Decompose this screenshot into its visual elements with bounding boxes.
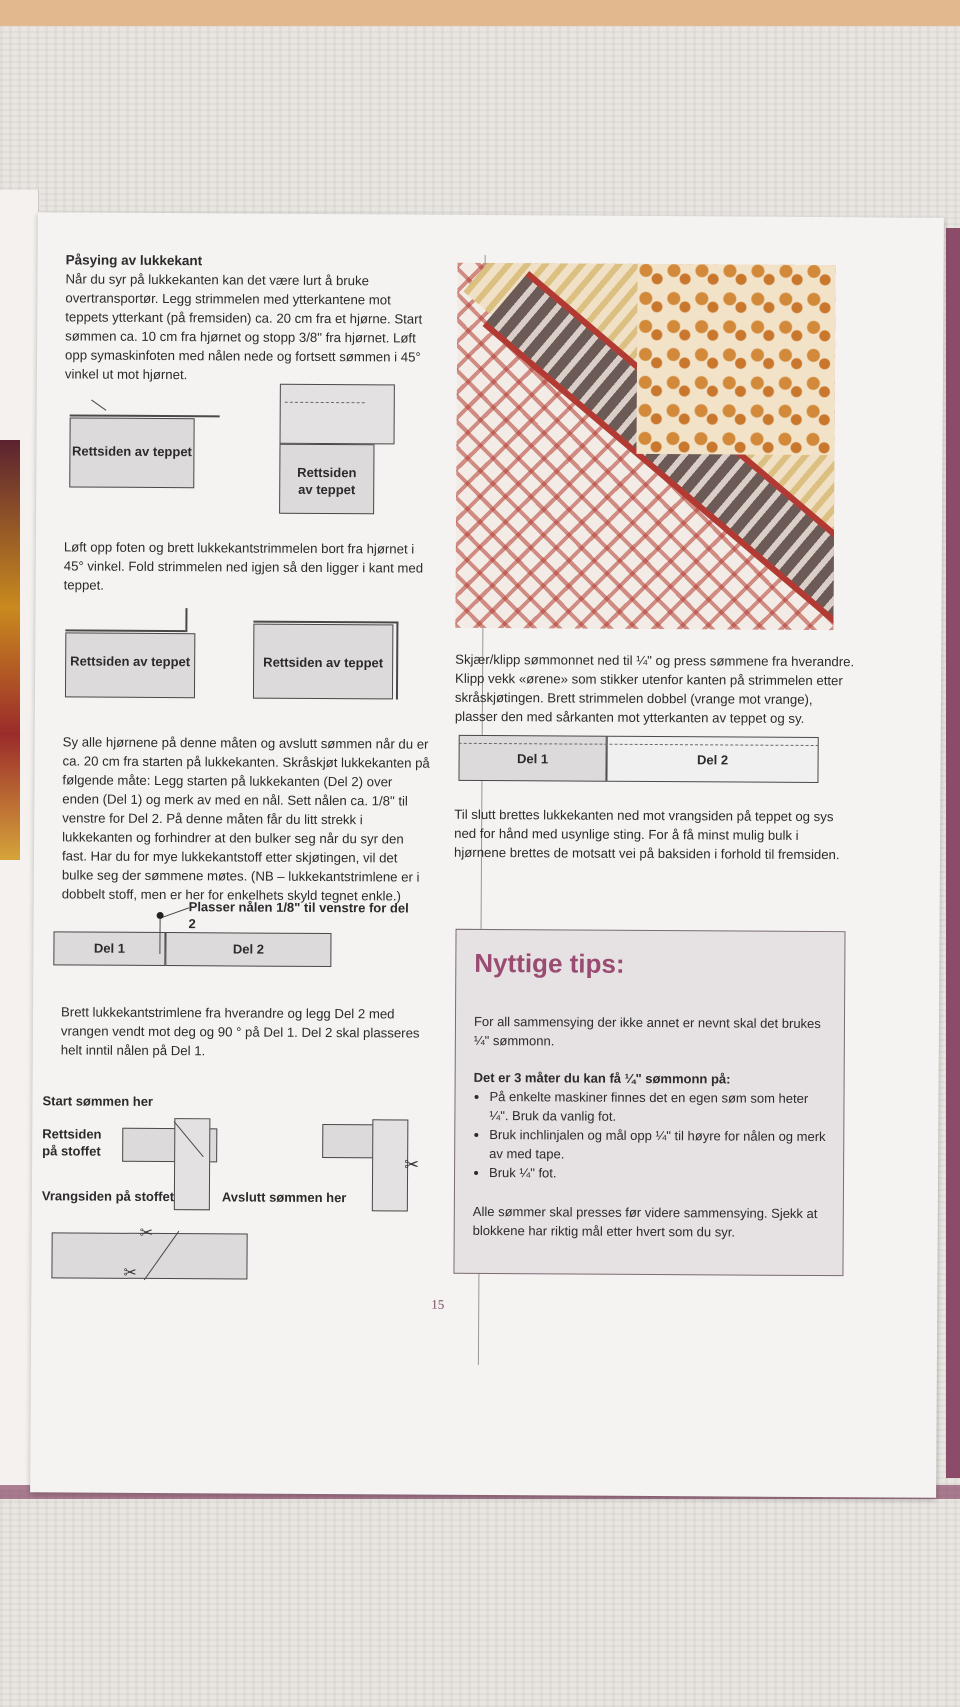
diagram-pin-placement	[53, 897, 433, 969]
diagram-bias-seam	[42, 1092, 443, 1224]
scissors-icon-bottom: ✂	[123, 1264, 137, 1282]
diagram-finished-strip	[51, 1222, 251, 1283]
label-del2: Del 2	[232, 941, 264, 957]
label-rettsiden-teppet-3: Rettsiden av teppet	[70, 653, 191, 670]
binding-strip-folded	[280, 384, 395, 445]
joining-paragraph: Sy alle hjørnene på denne måten og avslutt sømmen når du er ca. 20 cm fra starten på lukkekanten. Skråskjøt lukkekanten på følgende måte: Legg starten på lukkekanten (Del 2) over enden (Del 1) og merk av med en nål. Sett nålen ca. 1/8" til venstre for Del 2. På denne måten får du litt strekk i lukkekanten og forhindrer at den bulker seg når du syr den fast. Har du for mye lukkekantstoff etter skjøtingen, vil det bulke seg der sømmene møtes. (NB – lukkekantstrimlene er i dobbelt stoff, men er her for enkelhets skyld tegnet enkle.)	[61, 734, 430, 904]
label-rettsiden-teppet: Rettsiden av teppet	[71, 443, 192, 460]
intro-section	[65, 250, 436, 385]
label-plasser-nalen: Plasser nålen 1/8" til venstre for del 2	[188, 899, 409, 932]
table-surface	[0, 0, 960, 26]
scissors-icon: ✂	[404, 1154, 420, 1175]
label-rettsiden-teppet-2: Rettsiden av teppet	[297, 464, 357, 498]
tips-title: Nyttige tips:	[474, 947, 625, 979]
tips-box	[453, 929, 845, 1276]
finish-paragraph: Til slutt brettes lukkekanten ned mot vrangsiden på teppet og sys ned for hånd med usynlige sting. For å få minst mulig bulk i hjørnene brettes de motsatt vei på baksiden i forhold til fremsiden.	[453, 806, 840, 863]
label-avslutt-sommen: Avslutt sømmen her	[221, 1189, 347, 1206]
binding-photo	[455, 263, 835, 630]
label-del2-right: Del 2	[696, 752, 729, 768]
del2-vertical	[174, 1118, 211, 1210]
tips-ways-heading: Det er 3 måter du kan få ¼" sømmonn på:	[473, 1069, 731, 1087]
book-cover-edge	[946, 228, 960, 1478]
label-del1-right: Del 1	[516, 751, 549, 767]
book-page	[30, 212, 944, 1498]
trim-paragraph: Skjær/klipp sømmonnet ned til ¼" og press sømmene fra hverandre. Klipp vekk «ørene» som stikker utenfor kanten på strimmelen etter skråskjøtingen. Brett strimmelen dobbel (vrange mot vrange), plasser den med sårkanten mot ytterkanten av teppet og sy.	[454, 651, 855, 726]
diagram-folded-strip	[458, 735, 818, 787]
arrow-line	[91, 400, 106, 411]
tips-closing: Alle sømmer skal presses før videre sammensying. Sjekk at blokkene har riktig mål etter hvert som du syr.	[472, 1203, 818, 1240]
diagram-corner-fold	[63, 607, 424, 704]
pin-arrow	[162, 907, 189, 917]
section-heading: Påsying av lukkekant	[65, 252, 203, 269]
intro-paragraph: Når du syr på lukkekanten kan det være lurt å bruke overtransportør. Legg strimmelen med ytterkantene mot teppets ytterkant (på fremsiden) ca. 20 cm fra et hjørne. Start sømmen ca. 10 cm fra hjørnet og stopp 3/8" fra hjørnet. Løft opp symaskinfoten med nålen nede og fortsett sømmen i 45° vinkel ut mot hjørnet.	[64, 271, 423, 383]
diagram-corner-start	[64, 382, 425, 514]
tips-list-wrap	[473, 1087, 829, 1184]
tips-list	[473, 1087, 829, 1184]
label-rettsiden-stoffet: Rettsiden på stoffet	[42, 1126, 102, 1159]
label-start-sommen: Start sømmen her	[42, 1093, 154, 1109]
label-vrangsiden-stoffet: Vrangsiden på stoffet	[41, 1188, 175, 1205]
scissors-icon-top: ✂	[139, 1224, 154, 1242]
tips-list-item: • Bruk inchlinjalen og mål opp ¼" til høyre for nålen og merk av med tape.	[489, 1125, 828, 1165]
tips-intro: For all sammensying der ikke annet er nevnt skal det brukes ¼" sømmonn.	[473, 1013, 821, 1049]
binding-side	[396, 621, 398, 699]
page-number: 15	[431, 1296, 445, 1312]
tips-list-item: • På enkelte maskiner finnes det en egen søm som heter ¼". Bruk da vanlig fot.	[489, 1087, 828, 1127]
trim-vertical	[372, 1119, 409, 1211]
binding-fold	[185, 608, 187, 632]
label-rettsiden-teppet-4: Rettsiden av teppet	[263, 654, 384, 671]
previous-page-photo-edge	[0, 440, 20, 860]
fold-apart-paragraph: Brett lukkekantstrimlene fra hverandre og legg Del 2 med vrangen vendt mot deg og 90 ° på Del 1. Del 2 skal plasseres helt inntil nålen på Del 1.	[60, 1004, 420, 1059]
tips-list-item: • Bruk ¼" fot.	[489, 1163, 828, 1184]
floral-fabric	[636, 263, 835, 456]
fold-paragraph: Løft opp foten og brett lukkekantstrimmelen bort fra hjørnet i 45° vinkel. Fold strimmelen ned igjen så den ligger i kant med teppet.	[63, 539, 424, 593]
label-del1: Del 1	[93, 940, 126, 956]
